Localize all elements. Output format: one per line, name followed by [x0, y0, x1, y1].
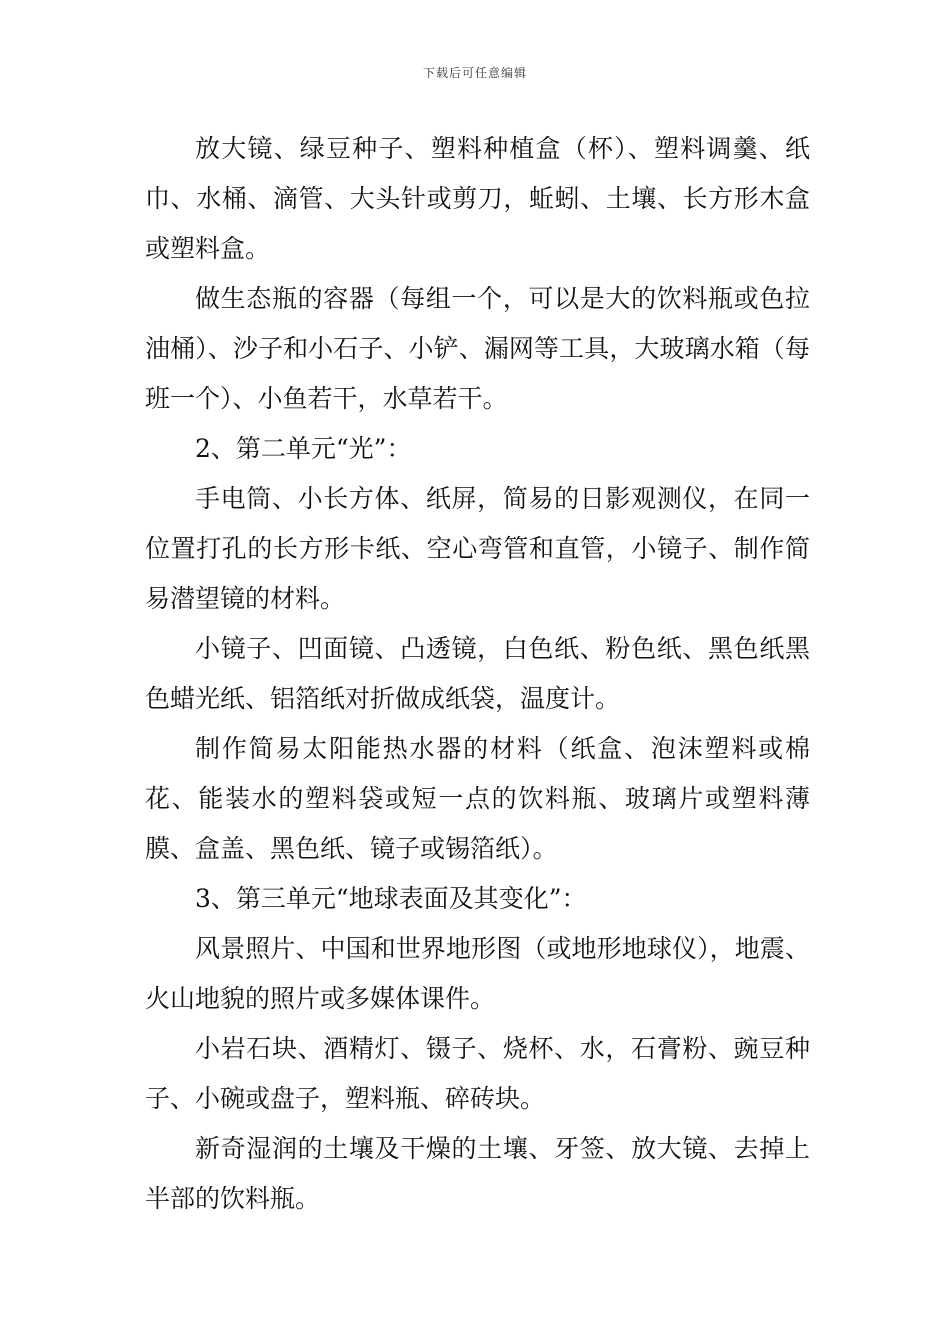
document-body — [145, 124, 810, 1224]
paragraph-materials-landscape: 风景照片、中国和世界地形图（或地形地球仪），地震、火山地貌的照片或多媒体课件。 — [145, 934, 810, 1013]
section-heading-unit-3: 3、第三单元“地球表面及其变化”： — [195, 884, 587, 913]
paragraph-materials-solar-heater: 制作简易太阳能热水器的材料（纸盒、泡沫塑料或棉花、能装水的塑料袋或短一点的饮料瓶、玻璃片或塑料薄膜、盒盖、黑色纸、镜子或锡箔纸）。 — [145, 734, 810, 863]
paragraph-materials-mirrors: 小镜子、凹面镜、凸透镜，白色纸、粉色纸、黑色纸黑色蜡光纸、铝箔纸对折做成纸袋，温度计。 — [145, 634, 810, 713]
page-header: 下载后可任意编辑 — [422, 66, 527, 80]
paragraph-materials-rocks: 小岩石块、酒精灯、镊子、烧杯、水，石膏粉、豌豆种子、小碗或盘子，塑料瓶、碎砖块。 — [145, 1034, 810, 1113]
paragraph-materials-flashlight: 手电筒、小长方体、纸屏，简易的日影观测仪，在同一位置打孔的长方形卡纸、空心弯管和直管，小镜子、制作简易潜望镜的材料。 — [145, 484, 810, 613]
paragraph-materials-ecobottle: 做生态瓶的容器（每组一个，可以是大的饮料瓶或色拉油桶）、沙子和小石子、小铲、漏网等工具，大玻璃水箱（每班一个）、小鱼若干，水草若干。 — [145, 284, 810, 413]
section-heading-unit-2: 2、第二单元“光”： — [195, 434, 412, 463]
paragraph-materials-magnifier: 放大镜、绿豆种子、塑料种植盒（杯）、塑料调羹、纸巾、水桶、滴管、大头针或剪刀，蚯蚓、土壤、长方形木盒或塑料盒。 — [145, 134, 810, 263]
paragraph-materials-soil: 新奇湿润的土壤及干燥的土壤、牙签、放大镜、去掉上半部的饮料瓶。 — [145, 1134, 810, 1213]
